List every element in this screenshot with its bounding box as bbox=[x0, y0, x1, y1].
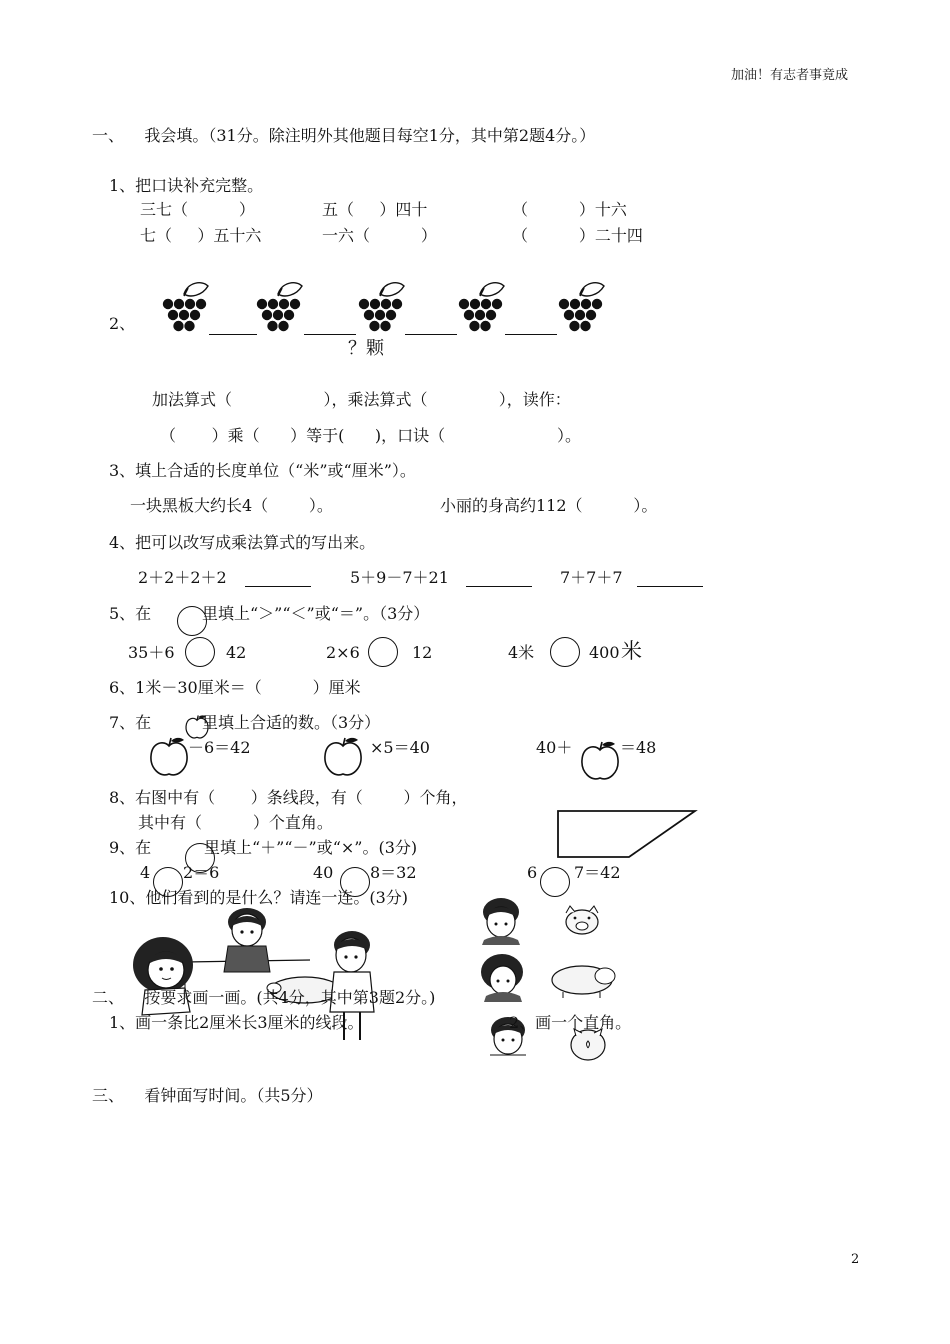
q7-title-a: 7、在 bbox=[109, 713, 152, 732]
q7-item3-left: 40＋ bbox=[536, 738, 573, 757]
header-motto: 加油！有志者事竟成 bbox=[731, 68, 849, 83]
q4-item: 7＋7＋7 bbox=[560, 568, 623, 587]
face-2 bbox=[481, 954, 523, 1002]
q5-big-unit: 米 bbox=[621, 639, 642, 663]
q10-title: 10、他们看到的是什么？请连一连。(3分) bbox=[109, 888, 409, 907]
q5-title-b: 里填上“＞”“＜”或“＝”。（3分） bbox=[202, 604, 430, 623]
section2-heading: 二、 按要求画一画。(共4分，其中第3题2分。) bbox=[92, 988, 436, 1007]
q7-title-b: 里填上合适的数。（3分） bbox=[202, 713, 381, 732]
q1-item: 五（ ）四十 bbox=[322, 200, 428, 219]
q9-right: 7＝42 bbox=[574, 863, 621, 882]
q9-right: 8＝32 bbox=[370, 863, 417, 882]
pig-front bbox=[566, 906, 598, 934]
q2-line1: 加法算式（ ），乘法算式（ ），读作： bbox=[152, 390, 571, 409]
q5-right: 42 bbox=[226, 643, 247, 662]
face-1 bbox=[482, 898, 520, 945]
q6-text: 6、1米－30厘米＝（ ）厘米 bbox=[109, 678, 361, 697]
q9-left: 40 bbox=[313, 863, 334, 882]
q1-item: （ ）十六 bbox=[512, 200, 627, 219]
q4-title: 4、把可以改写成乘法算式的写出来。 bbox=[109, 533, 376, 552]
q5-left: 4米 bbox=[508, 643, 535, 662]
q5-right: 400 bbox=[589, 643, 620, 662]
section3-heading: 三、 看钟面写时间。（共5分） bbox=[92, 1086, 323, 1105]
q1-title: 1、把口诀补充完整。 bbox=[109, 176, 264, 195]
q7-item: ＝48 bbox=[620, 738, 657, 757]
q9-title-b: 里填上“＋”“－”或“×”。(3分) bbox=[204, 838, 418, 857]
q3-title: 3、填上合适的长度单位（“米”或“厘米”）。 bbox=[109, 461, 416, 480]
q3-item2: 小丽的身高约112（ ）。 bbox=[440, 496, 658, 515]
q1-item: 一六（ ） bbox=[322, 226, 437, 245]
q9-left: 4 bbox=[140, 863, 151, 882]
q1-item: 三七（ ） bbox=[140, 200, 255, 219]
q4-item: 5＋9－7＋21 bbox=[350, 568, 449, 587]
q9-right: 2＝6 bbox=[183, 863, 220, 882]
q4-item: 2＋2＋2＋2 bbox=[138, 568, 227, 587]
q8-line1: 8、右图中有（ ）条线段，有（ ）个角， bbox=[109, 788, 468, 807]
q5-right: 12 bbox=[412, 643, 433, 662]
q7-item: ×5＝40 bbox=[370, 738, 430, 757]
boy-figure bbox=[224, 908, 270, 972]
q2-question-mark: ？颗 bbox=[348, 338, 384, 359]
q5-left: 2×6 bbox=[326, 643, 360, 662]
q1-item: 七（ ）五十六 bbox=[140, 226, 262, 245]
q5-left: 35＋6 bbox=[128, 643, 175, 662]
q3-item1: 一块黑板大约长4（ ）。 bbox=[130, 496, 333, 515]
q2-number: 2、 bbox=[109, 314, 136, 333]
q8-line2: 其中有（ ）个直角。 bbox=[138, 813, 333, 832]
q9-left: 6 bbox=[527, 863, 538, 882]
q7-item: －6＝42 bbox=[188, 738, 251, 757]
section1-heading: 一、 我会填。（31分。除注明外其他题目每空1分，其中第2题4分。） bbox=[92, 126, 596, 145]
q2-line2: （ ）乘（ ）等于( )，口诀（ ）。 bbox=[160, 426, 582, 445]
section2-q1: 1、画一条比2厘米长3厘米的线段。 bbox=[109, 1013, 364, 1032]
q5-title-a: 5、在 bbox=[109, 604, 152, 623]
pig-side bbox=[552, 966, 615, 998]
q1-item: （ ）二十四 bbox=[512, 226, 643, 245]
pig-back bbox=[571, 1029, 605, 1060]
page-number: 2 bbox=[851, 1252, 860, 1267]
q9-title-a: 9、在 bbox=[109, 838, 152, 857]
section2-q2: 2、画一个直角。 bbox=[509, 1013, 632, 1032]
